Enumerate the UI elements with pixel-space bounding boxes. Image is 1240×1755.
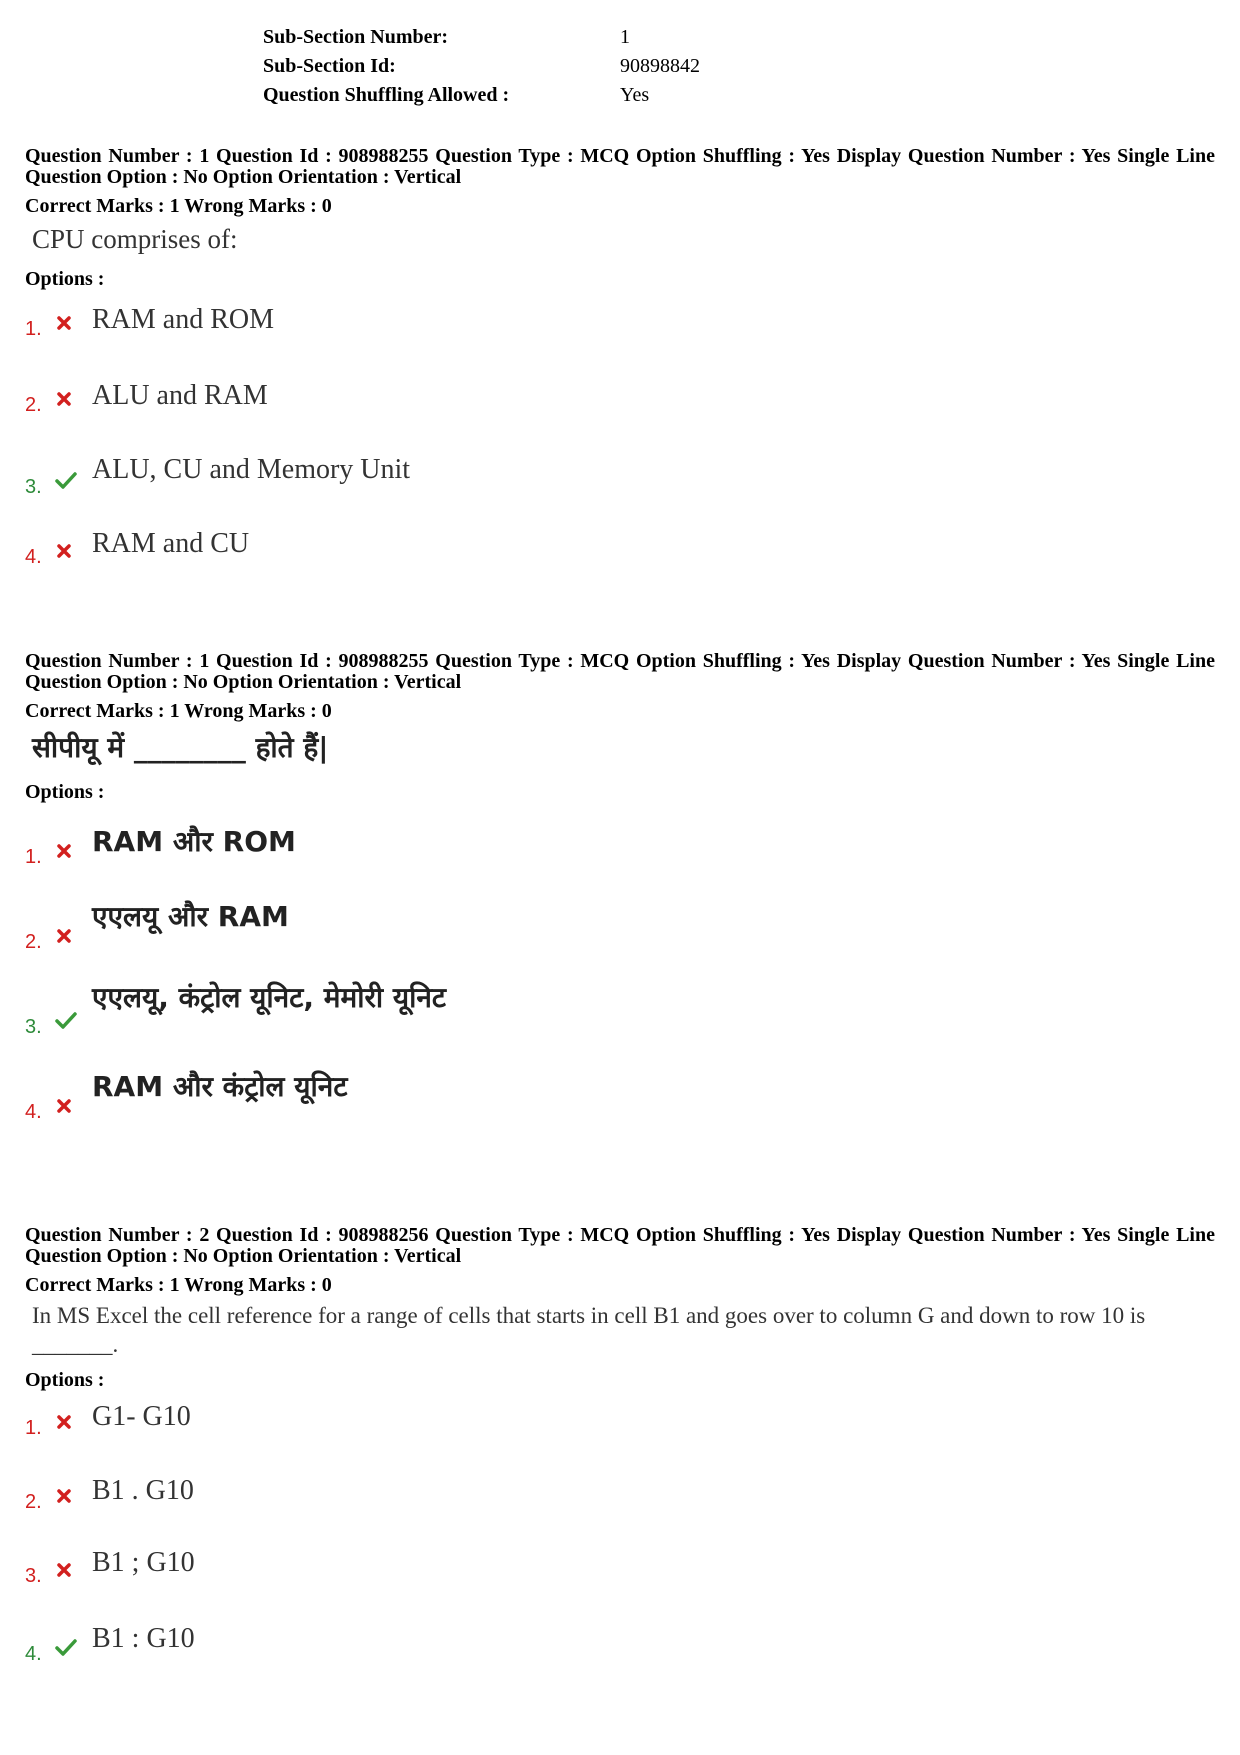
option-number: 2.	[25, 931, 42, 953]
option-text: B1 : G10	[92, 1623, 195, 1654]
option-text: G1- G10	[92, 1401, 191, 1432]
question-shuffling-row	[263, 84, 700, 113]
question-text: CPU comprises of:	[32, 224, 238, 254]
wrong-icon	[55, 1413, 73, 1431]
checkmark-icon	[55, 1012, 77, 1030]
wrong-icon	[55, 927, 73, 945]
wrong-icon	[55, 1561, 73, 1579]
option-number: 1.	[25, 846, 42, 868]
option-text: RAM and ROM	[92, 304, 275, 335]
option-text: B1 ; G10	[92, 1547, 195, 1578]
wrong-icon	[55, 542, 73, 560]
question-marks: Correct Marks : 1 Wrong Marks : 0	[25, 195, 332, 217]
option-text: RAM और कंट्रोल यूनिट	[92, 1070, 348, 1103]
option-number: 4.	[25, 546, 42, 568]
subsection-id-row	[263, 55, 700, 84]
option-number: 3.	[25, 1016, 42, 1038]
subsection-meta	[263, 26, 700, 113]
wrong-icon	[55, 1097, 73, 1115]
option-text: ALU, CU and Memory Unit	[92, 454, 411, 485]
meta-value: 90898842	[620, 55, 700, 77]
meta-value: 1	[620, 26, 630, 48]
meta-label: Sub-Section Id:	[263, 55, 396, 77]
question-block-1-hindi	[25, 650, 1215, 1123]
question-marks: Correct Marks : 1 Wrong Marks : 0	[25, 700, 332, 722]
meta-value: Yes	[620, 84, 650, 106]
question-header: Question Number : 1 Question Id : 908988255 Question Type : MCQ Option Shuffling : Yes Display Question Number : Yes Single Line Question Option : No Option Orientation : Vertical	[25, 650, 1215, 693]
options-label: Options :	[25, 781, 105, 803]
question-marks: Correct Marks : 1 Wrong Marks : 0	[25, 1274, 332, 1296]
option-number: 3.	[25, 1565, 42, 1587]
question-header: Question Number : 1 Question Id : 908988255 Question Type : MCQ Option Shuffling : Yes Display Question Number : Yes Single Line Question Option : No Option Orientation : Vertical	[25, 145, 1215, 188]
option-number: 1.	[25, 1417, 42, 1439]
option-text: एएलयू, कंट्रोल यूनिट, मेमोरी यूनिट	[92, 981, 447, 1014]
options-label: Options :	[25, 268, 105, 290]
wrong-icon	[55, 390, 73, 408]
meta-label: Question Shuffling Allowed :	[263, 84, 510, 106]
checkmark-icon	[55, 1639, 77, 1657]
subsection-number-row	[263, 26, 700, 55]
option-number: 4.	[25, 1101, 42, 1123]
checkmark-icon	[55, 472, 77, 490]
option-text: RAM और ROM	[92, 825, 296, 858]
option-text: RAM and CU	[92, 528, 250, 559]
option-number: 2.	[25, 394, 42, 416]
option-text: B1 . G10	[92, 1475, 194, 1506]
option-number: 1.	[25, 318, 42, 340]
wrong-icon	[55, 1487, 73, 1505]
meta-label: Sub-Section Number:	[263, 26, 449, 48]
question-block-2	[25, 1224, 1215, 1665]
question-block-1	[25, 145, 1215, 568]
option-number: 2.	[25, 1491, 42, 1513]
option-number: 3.	[25, 476, 42, 498]
question-text: In MS Excel the cell reference for a range of cells that starts in cell B1 and goes over to column G and down to row 10 is _______.	[32, 1303, 1146, 1357]
question-text: सीपीयू में ________ होते हैं|	[32, 731, 329, 764]
question-header: Question Number : 2 Question Id : 908988256 Question Type : MCQ Option Shuffling : Yes Display Question Number : Yes Single Line Question Option : No Option Orientation : Vertical	[25, 1224, 1215, 1267]
option-number: 4.	[25, 1643, 42, 1665]
wrong-icon	[55, 842, 73, 860]
wrong-icon	[55, 314, 73, 332]
option-text: एएलयू और RAM	[92, 900, 289, 933]
option-text: ALU and RAM	[92, 380, 268, 411]
options-label: Options :	[25, 1369, 105, 1391]
